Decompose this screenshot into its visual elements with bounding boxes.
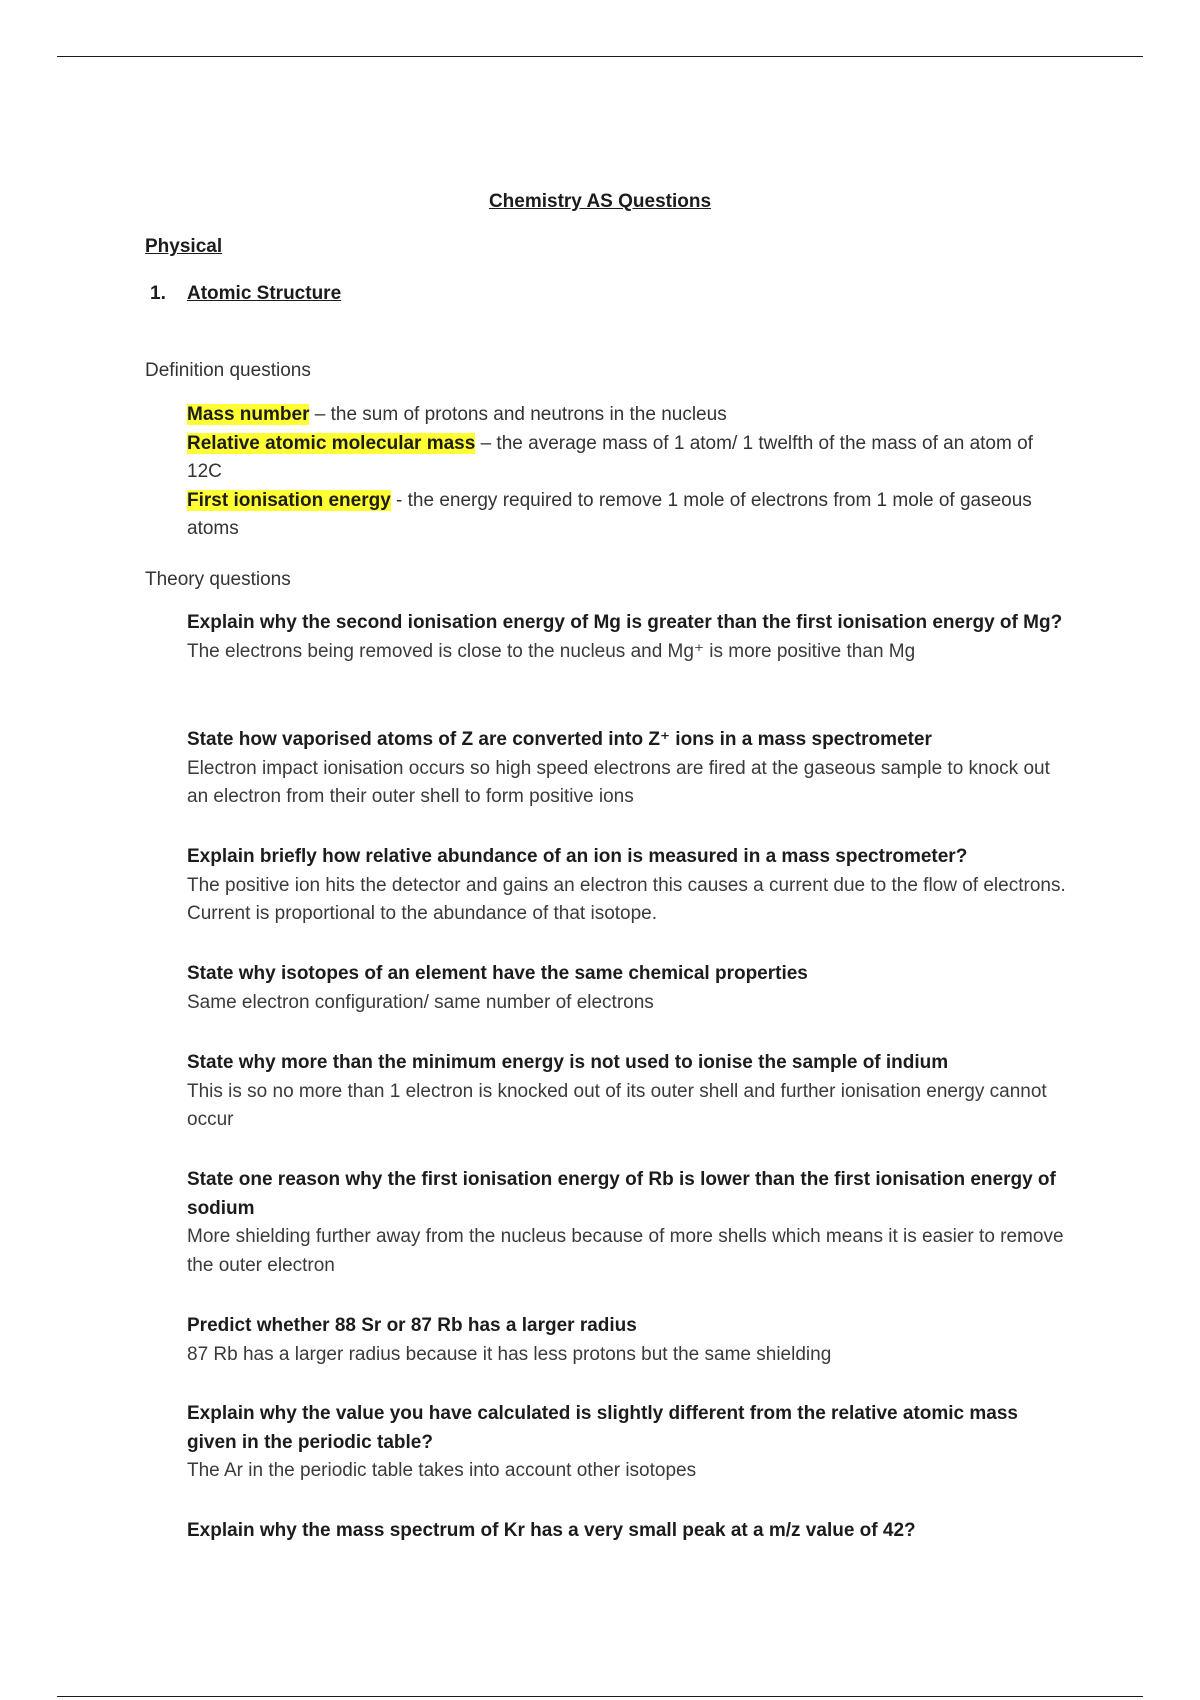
definition-item xyxy=(187,487,1067,544)
theory-heading: Theory questions xyxy=(145,569,291,590)
question-item xyxy=(187,1517,1067,1546)
question-text: Explain why the value you have calculated is slightly different from the relative atomic mass given in the periodic table? xyxy=(187,1403,1018,1453)
question-item xyxy=(187,960,1067,1017)
question-item xyxy=(187,843,1067,929)
question-text: Explain why the mass spectrum of Kr has a very small peak at a m/z value of 42? xyxy=(187,1520,916,1541)
document-title: Chemistry AS Questions xyxy=(488,191,712,212)
question-text: State why more than the minimum energy is not used to ionise the sample of indium xyxy=(187,1052,949,1073)
answer-text: More shielding further away from the nucleus because of more shells which means it is easier to remove the outer electron xyxy=(187,1226,1064,1276)
definition-term: Relative atomic molecular mass xyxy=(187,432,476,454)
topic-heading xyxy=(150,283,341,305)
definition-text: - the energy required to remove 1 mole of electrons from 1 mole of gaseous atoms xyxy=(187,489,1032,539)
answer-text: The Ar in the periodic table takes into account other isotopes xyxy=(187,1460,697,1481)
question-text: Explain briefly how relative abundance of an ion is measured in a mass spectrometer? xyxy=(187,846,968,867)
question-item xyxy=(187,1312,1067,1369)
definition-term: First ionisation energy xyxy=(187,489,391,511)
question-item xyxy=(187,1400,1067,1486)
definition-text: – the sum of protons and neutrons in the nucleus xyxy=(309,404,727,425)
question-item xyxy=(187,1049,1067,1135)
question-text: State how vaporised atoms of Z are converted into Z⁺ ions in a mass spectrometer xyxy=(187,729,932,750)
topic-title: Atomic Structure xyxy=(187,283,342,304)
answer-text: Same electron configuration/ same number of electrons xyxy=(187,991,654,1013)
definition-term: Mass number xyxy=(187,404,310,425)
answer-text: Electron impact ionisation occurs so high speed electrons are fired at the gaseous sample to knock out an electron from their outer shell to form positive ions xyxy=(187,757,1050,807)
question-item xyxy=(187,726,1067,812)
definition-item xyxy=(187,401,1067,430)
answer-text: This is so no more than 1 electron is knocked out of its outer shell and further ionisation energy cannot occur xyxy=(187,1080,1047,1130)
answer-text: The positive ion hits the detector and gains an electron this causes a current due to the flow of electrons. Current is proportional to the abundance of that isotope. xyxy=(187,874,1066,924)
question-text: Explain why the second ionisation energy of Mg is greater than the first ionisation energy of Mg? xyxy=(187,612,1063,633)
answer-text: The electrons being removed is close to the nucleus and Mg⁺ is more positive than Mg xyxy=(187,640,916,662)
footer-rule xyxy=(57,1696,1143,1697)
section-heading: Physical xyxy=(145,236,223,257)
question-item xyxy=(187,1166,1067,1280)
definition-text: – the average mass of 1 atom/ 1 twelfth of the mass of an atom of 12C xyxy=(187,432,1033,482)
definitions-list xyxy=(187,401,1067,544)
question-text: State why isotopes of an element have the same chemical properties xyxy=(187,963,808,984)
answer-text: 87 Rb has a larger radius because it has less protons but the same shielding xyxy=(187,1343,832,1365)
question-text: Predict whether 88 Sr or 87 Rb has a larger radius xyxy=(187,1315,637,1336)
definition-item xyxy=(187,430,1067,487)
question-item xyxy=(187,609,1067,666)
topic-number: 1. xyxy=(150,283,166,304)
definitions-heading: Definition questions xyxy=(145,360,311,381)
question-text: State one reason why the first ionisation energy of Rb is lower than the first ionisation energy of sodium xyxy=(187,1169,1056,1219)
